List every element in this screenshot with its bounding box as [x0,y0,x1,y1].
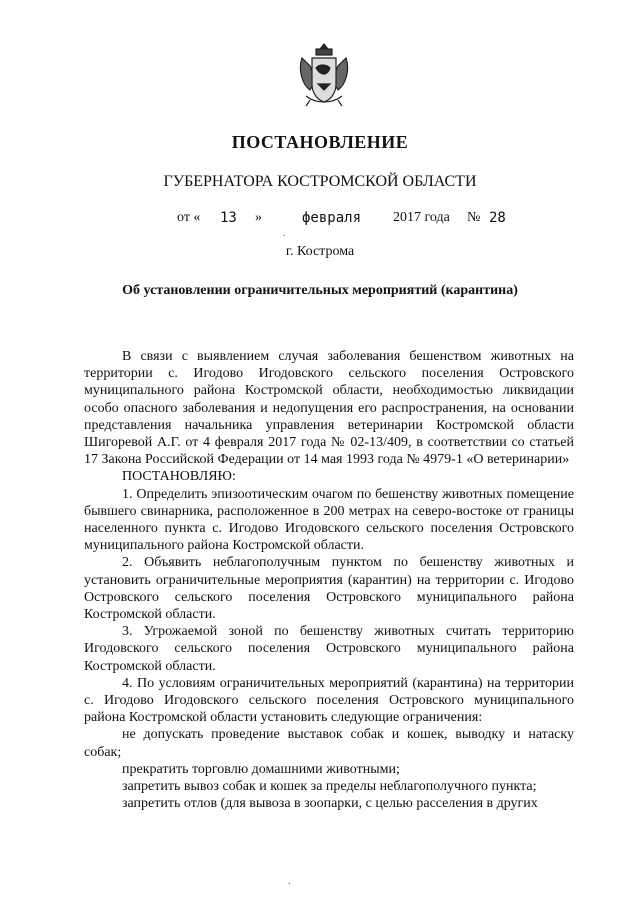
date-prefix: от « [177,210,201,225]
document-number: 28 [489,210,506,226]
city-line: г. Кострома [285,244,355,259]
date-year: 2017 года [393,210,450,225]
item-4-paragraph: 4. По условиям ограничительных мероприятий (карантина) на территории с. Игодово Игодовского сельского поселения Островского муниципального района Костромской области установить следующие ограничения: [84,675,574,726]
restriction-paragraph: запретить вывоз собак и кошек за пределы неблагополучного пункта; [122,779,537,795]
date-day: 13 [220,210,237,226]
coat-of-arms-emblem [296,40,352,110]
restriction-paragraph: прекратить торговлю домашними животными; [122,761,400,777]
issuer-line: ГУБЕРНАТОРА КОСТРОМСКОЙ ОБЛАСТИ [163,173,477,190]
number-sign: № [467,210,481,225]
date-close: » [255,210,262,225]
restriction-paragraph: запретить отлов (для вывоза в зоопарки, с целью расселения в других [122,796,538,812]
item-3-paragraph: 3. Угрожаемой зоной по бешенству животных считать территорию Игодовского сельского поселения Островского муниципального района Костромской области. [84,624,574,674]
item-2-paragraph: 2. Объявить неблагополучным пунктом по бешенству животных и установить ограничительные мероприятия (карантин) на территории с. Игодово Островского сельского поселения Островского муниципального района Костромской области. [84,555,574,623]
item-1-paragraph: 1. Определить эпизоотическим очагом по бешенству животных помещение бывшего свинарника, расположенное в 200 метрах на северо-востоке от границы населенного пункта с. Игодово Игодовского сельского поселения Островского муниципального района Костромской области. [84,486,574,554]
restriction-paragraph: не допускать проведение выставок собак и кошек, выводку и натаску собак; [84,727,574,760]
scan-speck: . [283,228,286,239]
document-body [84,348,574,812]
resolve-paragraph: ПОСТАНОВЛЯЮ: [122,469,236,485]
document-title: ПОСТАНОВЛЕНИЕ [231,132,409,152]
resolution-heading: Об установлении ограничительных мероприятий (карантина) [122,283,518,298]
date-month: февраля [302,210,362,226]
preamble-paragraph: В связи с выявлением случая заболевания бешенством животных на территории с. Игодово Игодовского сельского поселения Островского муниципального района Костромской области, необходимостью ликвидации особо опасного заболевания и недопущения его распространения, на основании представления начальника управления ветеринарии Костромской области Шигоревой А.Г. от 4 февраля 2017 года № 02-13/409, в соответствии со статьей 17 Закона Российской Федерации от 14 мая 1993 года № 4979-1 «О ветеринарии» [84,349,574,468]
scan-speck: . [288,876,291,887]
